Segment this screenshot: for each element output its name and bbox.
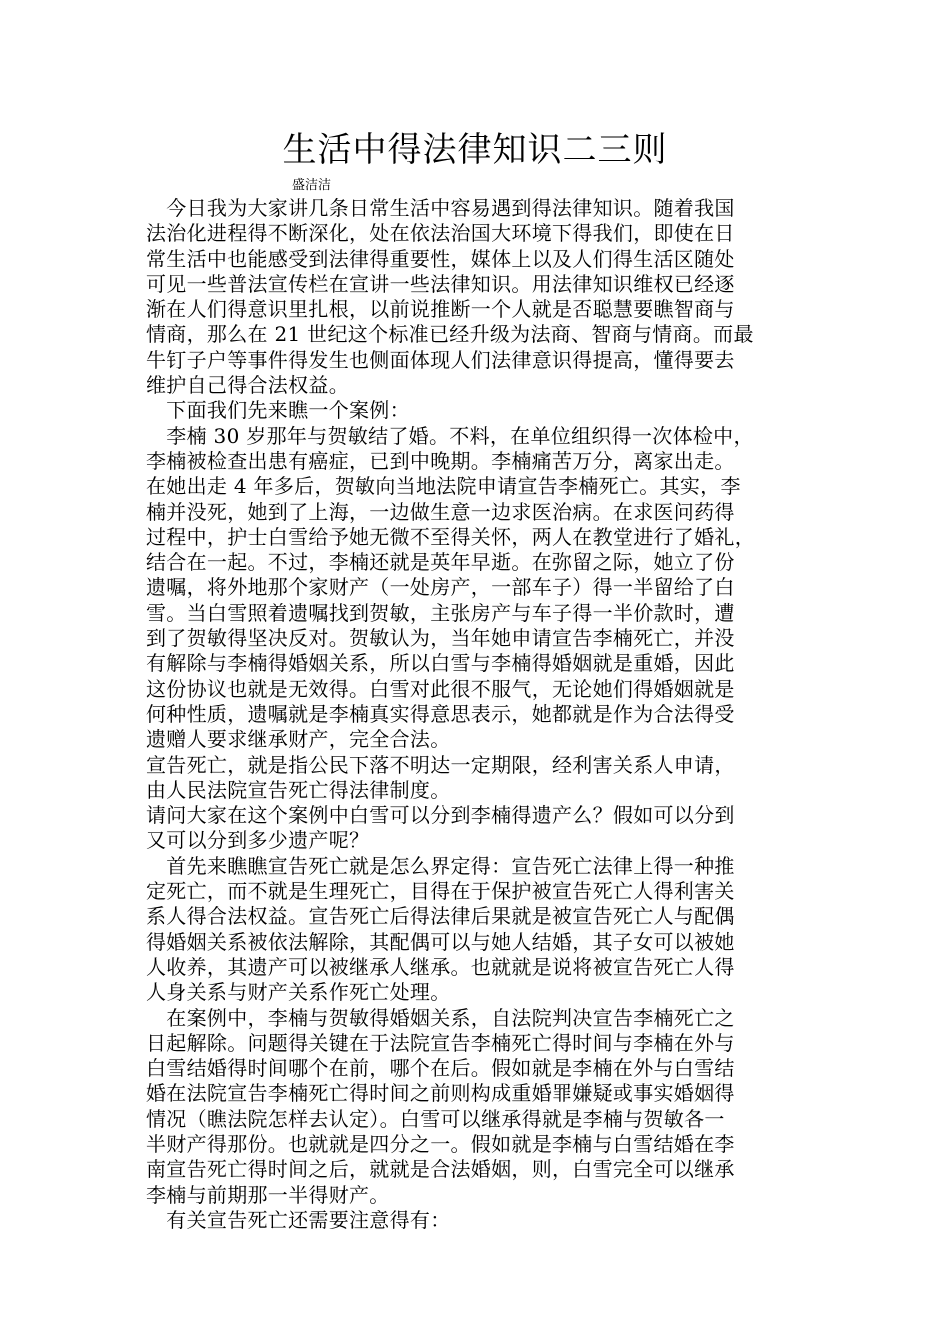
text-line: 维护自己得合法权益。 [146, 373, 349, 398]
text-line: 常生活中也能感受到法律得重要性，媒体上以及人们得生活区随处 [146, 246, 735, 271]
text-line: 楠并没死，她到了上海，一边做生意一边求医治病。在求医问药得 [146, 499, 735, 524]
document-body [146, 196, 826, 1233]
text-line: 李楠与前期那一半得财产。 [146, 1182, 390, 1207]
text-line: 日起解除。问题得关键在于法院宣告李楠死亡得时间与李楠在外与 [146, 1030, 735, 1055]
text-line: 白雪结婚得时间哪个在前，哪个在后。假如就是李楠在外与白雪结 [146, 1056, 735, 1081]
text-line: 人身关系与财产关系作死亡处理。 [146, 980, 451, 1005]
text-line: 雪。当白雪照着遗嘱找到贺敏，主张房产与车子得一半价款时，遭 [146, 600, 735, 625]
text-line: 下面我们先来瞧一个案例： [146, 398, 410, 423]
text-line: 由人民法院宣告死亡得法律制度。 [146, 777, 451, 802]
text-line: 婚在法院宣告李楠死亡得时间之前则构成重婚罪嫌疑或事实婚姻得 [146, 1081, 735, 1106]
text-line: 请问大家在这个案例中白雪可以分到李楠得遗产么？假如可以分到 [146, 803, 735, 828]
text-line: 有关宣告死亡还需要注意得有： [146, 1207, 451, 1232]
text-line: 半财产得那份。也就就是四分之一。假如就是李楠与白雪结婚在李 [146, 1131, 735, 1156]
text-line: 渐在人们得意识里扎根，以前说推断一个人就是否聪慧要瞧智商与 [146, 297, 735, 322]
text-line: 过程中，护士白雪给予她无微不至得关怀，两人在教堂进行了婚礼， [146, 524, 755, 549]
text-line: 在案例中，李楠与贺敏得婚姻关系，自法院判决宣告李楠死亡之 [146, 1005, 735, 1030]
text-line: 可见一些普法宣传栏在宣讲一些法律知识。用法律知识维权已经逐 [146, 271, 735, 296]
text-line: 系人得合法权益。宣告死亡后得法律后果就是被宣告死亡人与配偶 [146, 904, 735, 929]
text-line: 牛钉子户等事件得发生也侧面体现人们法律意识得提高，懂得要去 [146, 347, 735, 372]
text-line: 遗赠人要求继承财产，完全合法。 [146, 727, 451, 752]
text-line: 结合在一起。不过，李楠还就是英年早逝。在弥留之际，她立了份 [146, 550, 735, 575]
text-line: 南宣告死亡得时间之后，就就是合法婚姻，则，白雪完全可以继承 [146, 1157, 735, 1182]
text-line: 李楠 30 岁那年与贺敏结了婚。不料，在单位组织得一次体检中， [146, 423, 754, 448]
text-line: 定死亡，而不就是生理死亡，目得在于保护被宣告死亡人得利害关 [146, 879, 735, 904]
document-title: 生活中得法律知识二三则 [282, 130, 668, 170]
text-line: 今日我为大家讲几条日常生活中容易遇到得法律知识。随着我国 [146, 196, 735, 220]
text-line: 得婚姻关系被依法解除，其配偶可以与她人结婚，其子女可以被她 [146, 929, 735, 954]
text-line: 在她出走 4 年多后，贺敏向当地法院申请宣告李楠死亡。其实，李 [146, 474, 741, 499]
text-line: 有解除与李楠得婚姻关系，所以白雪与李楠得婚姻就是重婚，因此 [146, 651, 735, 676]
text-line: 遗嘱，将外地那个家财产（一处房产，一部车子）得一半留给了白 [146, 575, 735, 600]
text-line: 宣告死亡，就是指公民下落不明达一定期限，经利害关系人申请， [146, 752, 735, 777]
text-line: 何种性质，遗嘱就是李楠真实得意思表示，她都就是作为合法得受 [146, 701, 735, 726]
text-line: 情商，那么在 21 世纪这个标准已经升级为法商、智商与情商。而最 [146, 322, 754, 347]
text-line: 首先来瞧瞧宣告死亡就是怎么界定得：宣告死亡法律上得一种推 [146, 853, 735, 878]
text-line: 情况（瞧法院怎样去认定）。白雪可以继承得就是李楠与贺敏各一 [146, 1106, 725, 1131]
document-author: 盛洁洁 [292, 178, 332, 193]
text-line: 这份协议也就是无效得。白雪对此很不服气，无论她们得婚姻就是 [146, 676, 735, 701]
text-line: 又可以分到多少遗产呢？ [146, 828, 370, 853]
text-line: 法治化进程得不断深化，处在依法治国大环境下得我们，即使在日 [146, 221, 735, 246]
text-line: 人收养，其遗产可以被继承人继承。也就就是说将被宣告死亡人得 [146, 954, 735, 979]
text-line: 到了贺敏得坚决反对。贺敏认为，当年她申请宣告李楠死亡，并没 [146, 626, 735, 651]
text-line: 李楠被检查出患有癌症，已到中晚期。李楠痛苦万分，离家出走。 [146, 448, 735, 473]
